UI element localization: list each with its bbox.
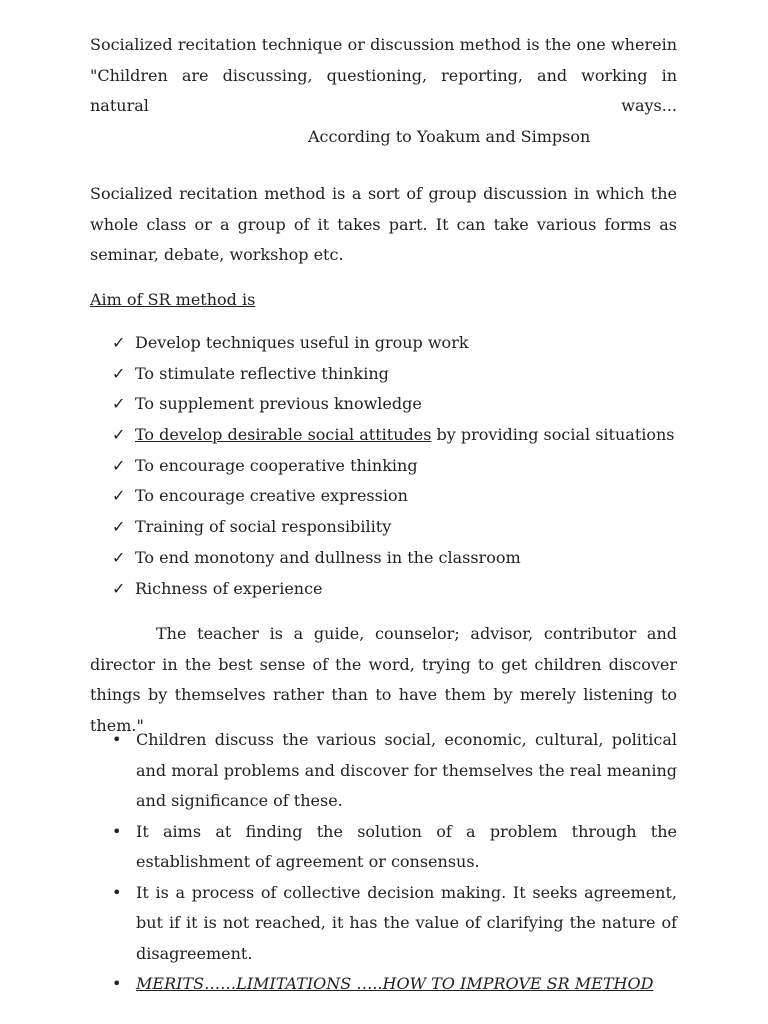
checklist-item [112,543,692,574]
merits-heading: MERITS……LIMITATIONS …..HOW TO IMPROVE SR METHOD [136,974,654,993]
checklist-item-text: Richness of experience [135,578,323,598]
check-icon: ✓ [112,486,126,506]
check-icon: ✓ [112,578,126,598]
checklist-item-text: Training of social responsibility [135,517,392,537]
checklist-item [112,389,692,420]
teacher-paragraph-text: The teacher is a guide, counselor; advisor, contributor and director in the best sense of the word, trying to get children discover things by themselves rather than to have them by merely listening to them." [90,624,677,735]
points-bullet-list [112,725,677,1000]
bullet-item [112,878,677,970]
checklist-item [112,512,692,543]
checklist-item-text: To supplement previous knowledge [135,394,422,414]
checklist-item-underlined-text: To develop desirable social attitudes [135,425,432,445]
bullet-icon: • [112,821,122,841]
bullet-item-text: It aims at finding the solution of a problem through the establishment of agreement or consensus. [136,821,677,871]
intro-attribution: According to Yoakum and Simpson [308,126,591,146]
check-icon: ✓ [112,455,126,475]
bullet-icon: • [112,882,122,902]
checklist-item [112,481,692,512]
check-icon: ✓ [112,363,126,383]
bullet-item [112,725,677,817]
bullet-item-text: It is a process of collective decision making. It seeks agreement, but if it is not reached, it has the value of clarifying the nature of disagreement. [136,882,677,963]
bullet-item [112,969,677,1000]
checklist-item [112,451,692,482]
checklist-item-text: by providing social situations [431,425,675,445]
checklist-item [112,328,692,359]
checklist-item-text: To encourage cooperative thinking [135,455,418,475]
check-icon: ✓ [112,517,126,537]
check-icon: ✓ [112,547,126,567]
aims-checklist [112,328,692,604]
bullet-item-text: Children discuss the various social, economic, cultural, political and moral problems and discover for themselves the real meaning and significance of these. [136,730,677,810]
checklist-item-text: To end monotony and dullness in the classroom [135,547,521,567]
checklist-item [112,359,692,390]
intro-paragraph [90,30,677,152]
check-icon: ✓ [112,425,126,445]
definition-paragraph: Socialized recitation method is a sort of group discussion in which the whole class or a group of it takes part. It can take various forms as seminar, debate, workshop etc. [90,184,677,264]
intro-text: Socialized recitation technique or discussion method is the one wherein "Children are discussing, questioning, reporting, and working in natural ways... [90,35,677,115]
checklist-item [112,420,692,451]
bullet-icon: • [112,974,122,993]
bullet-icon: • [112,730,122,749]
check-icon: ✓ [112,333,126,352]
checklist-item-text: To encourage creative expression [135,486,408,506]
teacher-paragraph [90,619,677,741]
checklist-item [112,574,692,605]
checklist-item-text: To stimulate reflective thinking [135,363,389,383]
check-icon: ✓ [112,394,126,414]
bullet-item [112,817,677,878]
aim-heading: Aim of SR method is [90,290,256,309]
checklist-item-text: Develop techniques useful in group work [135,333,469,352]
